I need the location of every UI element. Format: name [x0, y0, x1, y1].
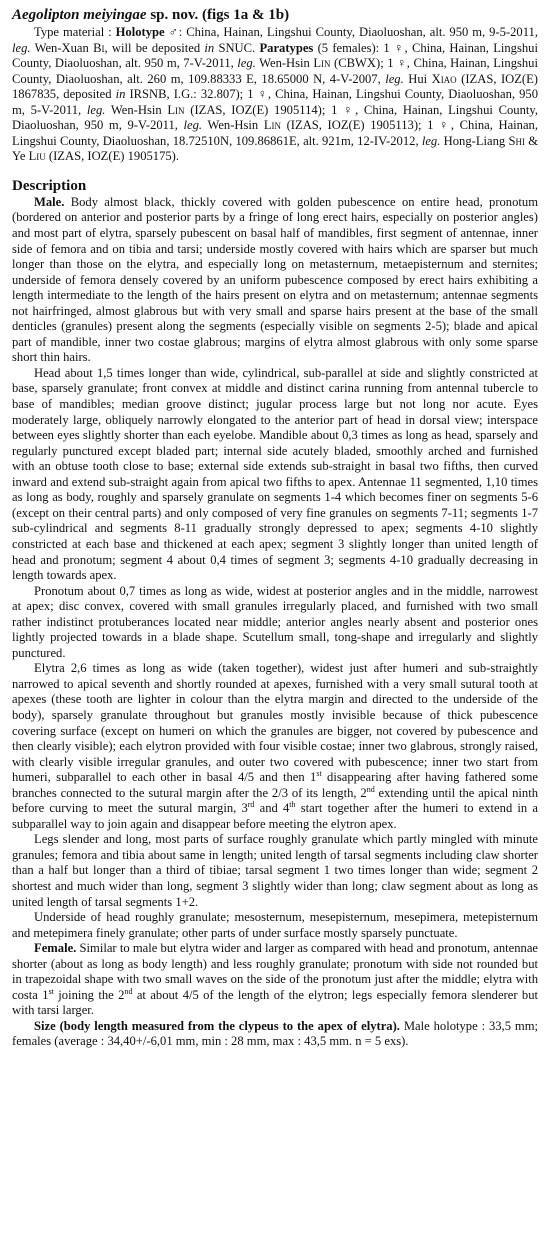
elytra-paragraph: Elytra 2,6 times as long as wide (taken together), widest just after humeri and sub-straightly narrowed to apical seventh and shortly rounded at apexes, furnished with a very small sutural tooth at apexes (these tooth are lighter in colour than the elytra margin and directed to the underside of the body), sparsely granulate throughout but granules mostly invisible because of thick pubescence covering surface (except on humeri on which the granules are bigger, not covered by pubescence and then clearly visible); each elytron provided with four visible costae; inner two glabrous, strongly raised, with clearly visible irregular granules, and outer two covered with pubescence; inner two start from humeri, subparallel to each other in basal 4/5 and then 1st disappearing after having fathered some branches connected to the sutural margin after the 2/3 of its length, 2nd extending until the apical ninth before curving to meet the sutural margin, 3rd and 4th start together after the humeri to extend in a subparallel way to join again and disappear before meeting the elytron apex. [12, 661, 538, 831]
description-heading: Description [12, 177, 87, 194]
head-paragraph: Head about 1,5 times longer than wide, cylindrical, sub-parallel at side and slightly constricted at base, sparsely granulate; front convex at middle and distinct carina running from antennal tubercle to base of mandibles; median groove distinct; jugular process large but not long nor acute. Eyes moderately large, obliquely narrowly elongated to the anterior part of head in dorsal view; interspace between eyes slightly shorter than each eyelobe. Mandible about 0,3 times as long as head, sparsely and regularly punctured except bladed part; internal side acutely bladed, smoothly arched and furnished with an obtuse tooth close to base; external side extends sub-straight in basal two fifths, then curved inward and extend sub-straight again from apical two fifths to apex. Antennae 11 segmented, 1,10 times as long as body, roughly and sparsely granulate on segments 1-4 which becomes finer on segments 5-6 (except on their central parts) and only composed of very fine granules on segments 7-11; segments 1-7 sub-cylindrical and segments 8-11 gradually strongly depressed to apex; segments 4-10 slightly constricted at each base and thickened at each apex; segment 3 slightly longer than united length of head and pronotum; segment 4 about 0,4 times of segment 3; segments 4-10 gradually decreasing in length towards apex. [12, 365, 538, 583]
paratypes-label: Paratypes [259, 40, 314, 55]
legs-paragraph: Legs slender and long, most parts of surface roughly granulate which partly mingled with minute granules; femora and tibia about same in length; united length of tarsal segments including claw shorter than a half but longer than a third of tibiae; tarsal segment 1 two times longer than wide; segment 2 shortest and much wider than long, segment 3 slightly wider than long; claw segment about as long as united length of tarsal segments 1+2. [12, 832, 538, 909]
female-paragraph: Female. Similar to male but elytra wider and larger as compared with head and pronotum, antennae shorter (about as long as body length) and less roughly granulate; pronotum with side not rounded but in trapezoidal shape with two small waves on the side of the pronotum just after the middle; elytra with costa 1st joining the 2nd at about 4/5 of the length of the elytron; legs especially femora slenderer but with tarsi larger. [12, 941, 538, 1018]
type-material-paragraph: Type material : Holotype ♂: China, Hainan, Lingshui County, Diaoluoshan, alt. 950 m, 9-5-2011, leg. Wen-Xuan Bi, will be deposited in SNUC. Paratypes (5 females): 1 ♀, China, Hainan, Lingshui County, Diaoluoshan, alt. 950 m, 7-V-2011, leg. Wen-Hsin Lin (CBWX); 1 ♀, China, Hainan, Lingshui County, Diaoluoshan, alt. 260 m, 109.88333 E, 18.65000 N, 4-V-2007, leg. Hui Xiao (IZAS, IOZ(E) 1867835, deposited in IRSNB, I.G.: 32.807); 1 ♀, China, Hainan, Lingshui County, Diaoluoshan, 950 m, 5-V-2011, leg. Wen-Hsin Lin (IZAS, IOZ(E) 1905114); 1 ♀, China, Hainan, Lingshui County, Diaoluoshan, 950 m, 9-V-2011, leg. Wen-Hsin Lin (IZAS, IOZ(E) 1905113); 1 ♀, China, Hainan, Lingshui County, Diaoluoshan, 18.72510N, 109.86861E, alt. 921m, 12-IV-2012, leg. Hong-Liang Shi & Ye Liu (IZAS, IOZ(E) 1905175). [12, 25, 539, 164]
holotype-label: Holotype [115, 25, 165, 39]
title-rest: sp. nov. (figs 1a & 1b) [146, 7, 290, 23]
scientific-name: Aegolipton meiyingae [12, 7, 147, 23]
female-label: Female. [34, 941, 77, 956]
size-paragraph: Size (body length measured from the clypeus to the apex of elytra). Male holotype : 33,5 mm; females (average : 34,40+/-6,01 mm, min : 28 mm, max : 43,5 mm. n = 5 exs). [12, 1018, 538, 1049]
pronotum-paragraph: Pronotum about 0,7 times as long as wide, widest at posterior angles and in the middle, narrowest at apex; disc convex, covered with small granules irregularly placed, and furnished with two small rather indistinct protuberances located near middle; anterior angles nearly absent and posterior ones lightly projected towards in a blade shape. Scutellum small, tong-shape and irregularly and slightly punctured. [12, 583, 538, 660]
underside-paragraph: Underside of head roughly granulate; mesosternum, mesepisternum, mesepimera, metepisternum and metepimera finely granulate; other parts of under surface mostly sparsely punctuate. [12, 910, 538, 940]
size-label: Size (body length measured from the clypeus to the apex of elytra). [34, 1018, 400, 1033]
male-paragraph: Male. Body almost black, thickly covered with golden pubescence on entire head, pronotum (bordered on anterior and posterior parts by a fringe of long erect hairs, especially on posterior angles) and most part of elytra, sparsely pubescent on basal half of mandibles, first segment of antennae, inner side of femora and on tibia and tarsi; underside mostly covered with hairs which are sparser but much longer than those on the elytra, and especially long on metasternum, metaepisternum and sternites; underside of femora densely covered by an uniform pubescence composed by erect hairs exhibiting a length intermediate to the length of the hairs present on elytra and on metasternum; antennae segments not hairfringed, almost glabrous but with very small and sparse hairs present at the base of the small denticles (granules) present along the segments (especially visible on segments 2-5); blade and apical part of mandible, inner two costae glabrous; margins of elytra almost glabrous with only some sparse short thin hairs. [12, 194, 538, 365]
male-label: Male. [34, 194, 65, 209]
species-title [12, 6, 538, 24]
